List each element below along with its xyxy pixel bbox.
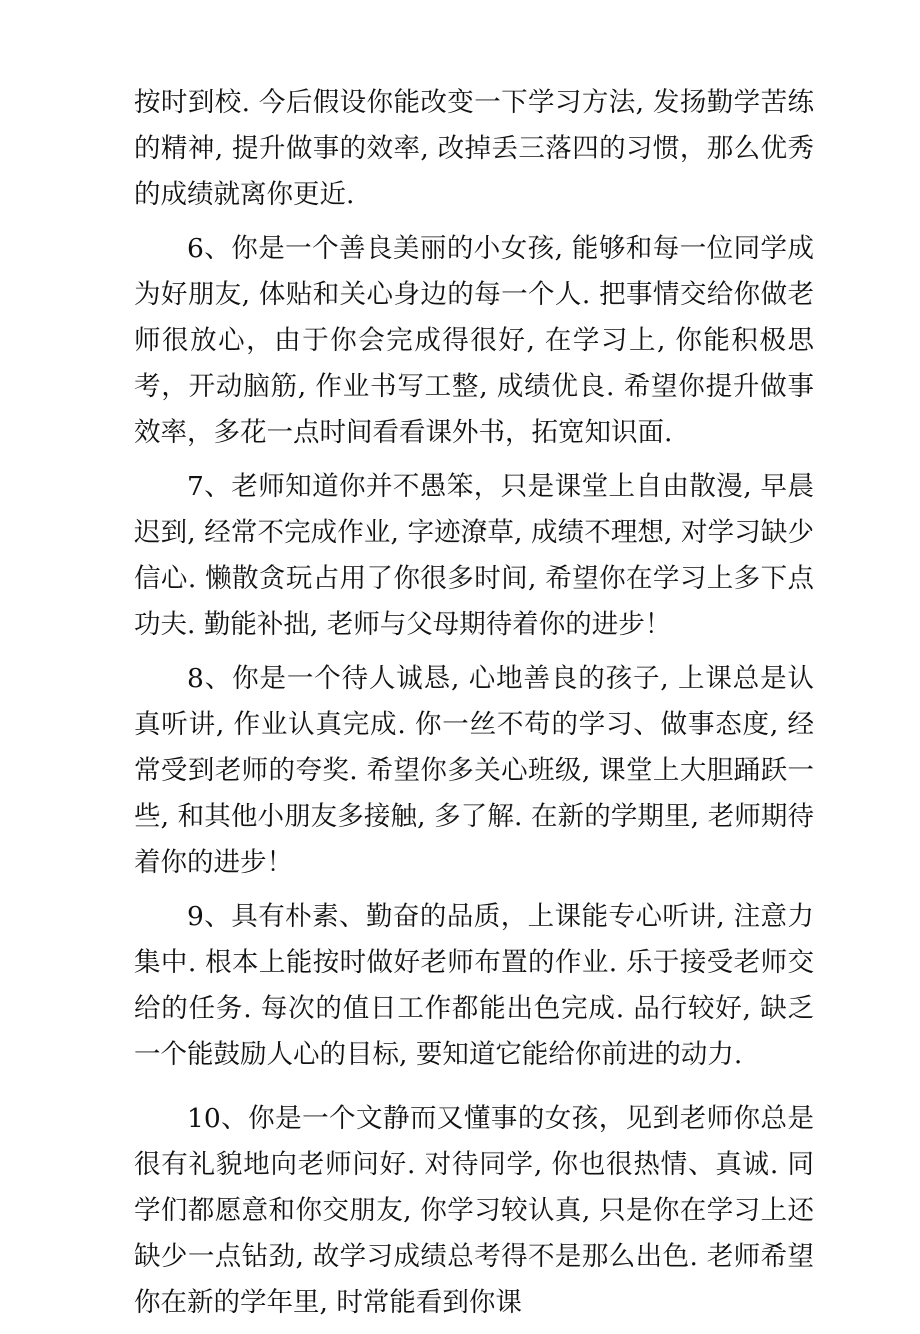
paragraph-7: 7、老师知道你并不愚笨，只是课堂上自由散漫, 早晨迟到, 经常不完成作业, 字迹潦草, 成绩不理想, 对学习缺少信心. 懒散贪玩占用了你很多时间, 希望你在学习上多下点功夫. 勤能补拙, 老师与父母期待着你的进步！ [134,471,814,640]
paragraph-8: 8、你是一个待人诚恳, 心地善良的孩子, 上课总是认真听讲, 作业认真完成. 你一丝不苟的学习、做事态度, 经常受到老师的夸奖. 希望你多关心班级, 课堂上大胆踊跃一些, 和其他小朋友多接触, 多了解. 在新的学期里, 老师期待着你的进步！ [134,663,814,878]
paragraph-10: 10、你是一个文静而又懂事的女孩，见到老师你总是很有礼貌地向老师问好. 对待同学, 你也很热情、真诚. 同学们都愿意和你交朋友, 你学习较认真, 只是你在学习上还缺少一点钻劲, 故学习成绩总考得不是那么出色. 老师希望你在新的学年里, 时常能看到你课 [134,1103,814,1318]
paragraph-6: 6、你是一个善良美丽的小女孩, 能够和每一位同学成为好朋友, 体贴和关心身边的每一个人. 把事情交给你做老师很放心，由于你会完成得很好, 在学习上, 你能积极思考，开动脑筋, 作业书写工整, 成绩优良. 希望你提升做事效率，多花一点时间看看课外书，拓宽知识面. [134,233,814,448]
paragraph-5-continuation: 按时到校. 今后假设你能改变一下学习方法, 发扬勤学苦练的精神, 提升做事的效率, 改掉丢三落四的习惯，那么优秀的成绩就离你更近. [134,87,814,210]
paragraph-9: 9、具有朴素、勤奋的品质，上课能专心听讲, 注意力集中. 根本上能按时做好老师布置的作业. 乐于接受老师交给的任务. 每次的值日工作都能出色完成. 品行较好, 缺乏一个能鼓励人心的目标, 要知道它能给你前进的动力. [134,901,814,1070]
document-body [134,80,814,1334]
